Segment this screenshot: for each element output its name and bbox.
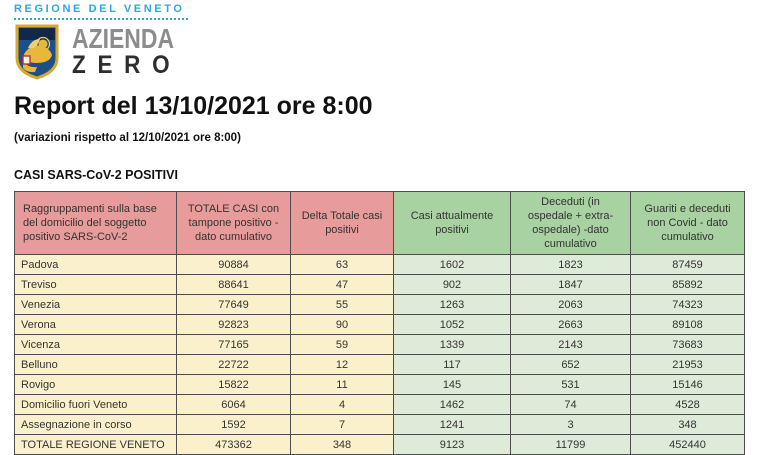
- row-label-cell: TOTALE REGIONE VENETO: [15, 435, 177, 455]
- value-cell: 1241: [394, 415, 511, 435]
- value-cell: 47: [291, 275, 394, 295]
- value-cell: 4528: [631, 395, 745, 415]
- column-header: Casi attualmente positivi: [394, 192, 511, 255]
- table-body: [15, 255, 745, 455]
- report-subtitle: (variazioni rispetto al 12/10/2021 ore 8:00): [14, 132, 241, 144]
- value-cell: 1339: [394, 335, 511, 355]
- value-cell: 117: [394, 355, 511, 375]
- value-cell: 9123: [394, 435, 511, 455]
- value-cell: 88641: [177, 275, 291, 295]
- table-row: [15, 375, 745, 395]
- column-header: TOTALE CASI con tampone positivo -dato cumulativo: [177, 192, 291, 255]
- value-cell: 73683: [631, 335, 745, 355]
- value-cell: 92823: [177, 315, 291, 335]
- table-row: [15, 315, 745, 335]
- cases-table: [14, 191, 745, 455]
- value-cell: 22722: [177, 355, 291, 375]
- value-cell: 90884: [177, 255, 291, 275]
- row-label-cell: Vicenza: [15, 335, 177, 355]
- value-cell: 145: [394, 375, 511, 395]
- value-cell: 473362: [177, 435, 291, 455]
- brand-zero: ZERO: [72, 51, 182, 79]
- value-cell: 1602: [394, 255, 511, 275]
- value-cell: 90: [291, 315, 394, 335]
- value-cell: 348: [291, 435, 394, 455]
- table-row: [15, 395, 745, 415]
- value-cell: 2663: [511, 315, 631, 335]
- value-cell: 1847: [511, 275, 631, 295]
- table-row: [15, 435, 745, 455]
- row-label-cell: Verona: [15, 315, 177, 335]
- value-cell: 3: [511, 415, 631, 435]
- value-cell: 1592: [177, 415, 291, 435]
- value-cell: 902: [394, 275, 511, 295]
- row-label-cell: Belluno: [15, 355, 177, 375]
- value-cell: 4: [291, 395, 394, 415]
- row-label-cell: Venezia: [15, 295, 177, 315]
- value-cell: 77165: [177, 335, 291, 355]
- column-header: Delta Totale casi positivi: [291, 192, 394, 255]
- value-cell: 6064: [177, 395, 291, 415]
- section-title: CASI SARS-CoV-2 POSITIVI: [14, 168, 178, 182]
- logo-block: [14, 3, 777, 82]
- value-cell: 2063: [511, 295, 631, 315]
- value-cell: 63: [291, 255, 394, 275]
- value-cell: 77649: [177, 295, 291, 315]
- table-row: [15, 415, 745, 435]
- winged-lion-shield-icon: [14, 24, 60, 80]
- value-cell: 74: [511, 395, 631, 415]
- table-row: [15, 275, 745, 295]
- table-header-row: [15, 192, 745, 255]
- row-label-cell: Rovigo: [15, 375, 177, 395]
- value-cell: 15146: [631, 375, 745, 395]
- row-label-cell: Treviso: [15, 275, 177, 295]
- value-cell: 652: [511, 355, 631, 375]
- value-cell: 89108: [631, 315, 745, 335]
- value-cell: 1823: [511, 255, 631, 275]
- value-cell: 74323: [631, 295, 745, 315]
- table-row: [15, 335, 745, 355]
- column-header: Guariti e deceduti non Covid - dato cumulativo: [631, 192, 745, 255]
- row-label-cell: Assegnazione in corso: [15, 415, 177, 435]
- value-cell: 55: [291, 295, 394, 315]
- value-cell: 15822: [177, 375, 291, 395]
- region-label: REGIONE DEL VENETO: [14, 3, 185, 15]
- table-row: [15, 255, 745, 275]
- value-cell: 11: [291, 375, 394, 395]
- row-label-cell: Padova: [15, 255, 177, 275]
- value-cell: 452440: [631, 435, 745, 455]
- value-cell: 531: [511, 375, 631, 395]
- row-label-cell: Domicilio fuori Veneto: [15, 395, 177, 415]
- value-cell: 59: [291, 335, 394, 355]
- value-cell: 1052: [394, 315, 511, 335]
- column-header: Raggruppamenti sulla base del domicilio del soggetto positivo SARS-CoV-2: [15, 192, 177, 255]
- brand-wordmark: [72, 24, 196, 78]
- value-cell: 85892: [631, 275, 745, 295]
- value-cell: 21953: [631, 355, 745, 375]
- value-cell: 12: [291, 355, 394, 375]
- value-cell: 1462: [394, 395, 511, 415]
- table-row: [15, 295, 745, 315]
- column-header: Deceduti (in ospedale + extra-ospedale) -dato cumulativo: [511, 192, 631, 255]
- value-cell: 2143: [511, 335, 631, 355]
- value-cell: 348: [631, 415, 745, 435]
- value-cell: 1263: [394, 295, 511, 315]
- dotted-divider: [14, 18, 188, 20]
- report-title: Report del 13/10/2021 ore 8:00: [14, 92, 373, 120]
- brand-azienda: AZIENDA: [72, 23, 175, 54]
- table-row: [15, 355, 745, 375]
- value-cell: 87459: [631, 255, 745, 275]
- value-cell: 7: [291, 415, 394, 435]
- value-cell: 11799: [511, 435, 631, 455]
